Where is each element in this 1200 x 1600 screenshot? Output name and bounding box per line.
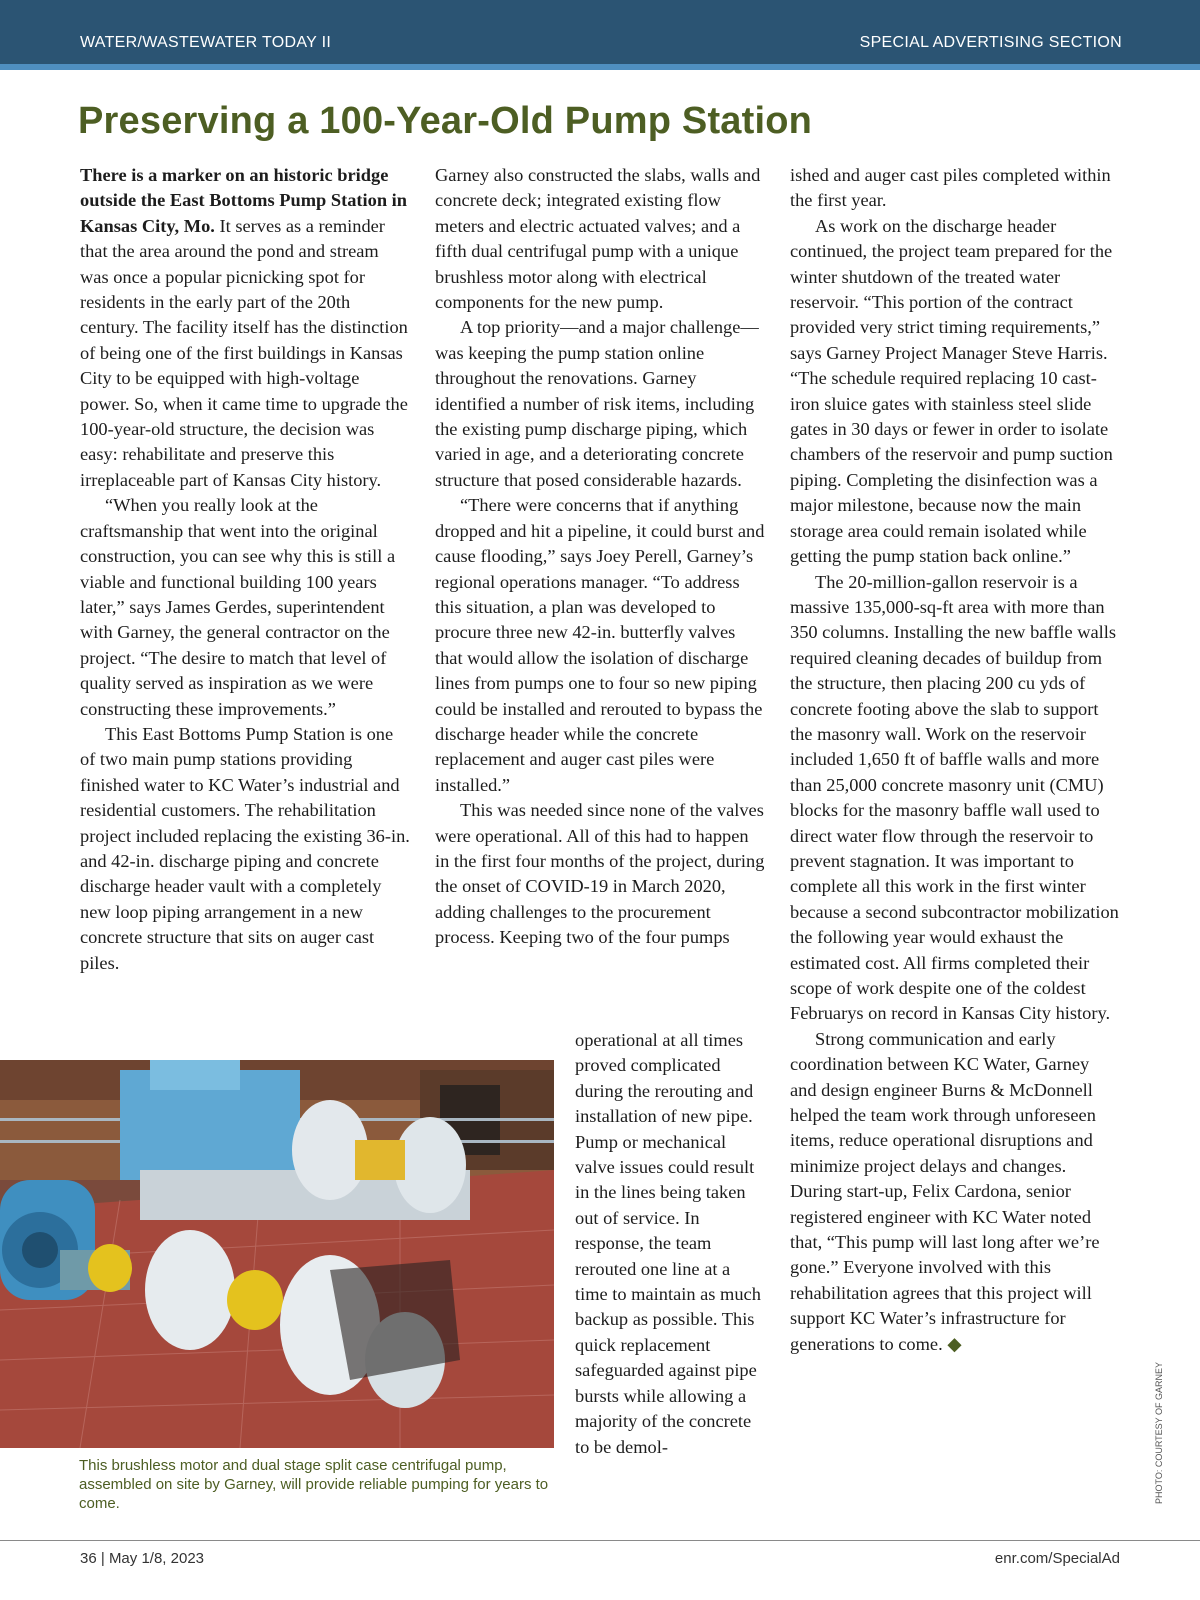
paragraph-5: A top priority—and a major challenge—was keeping the pump station online throughout the renovations. Garney identified a number of risk items, including the existing pump discharge piping, which varied in age, and a deteriorating concrete structure that posed considerable hazards. (435, 317, 759, 490)
issue-date: May 1/8, 2023 (108, 1550, 204, 1567)
header-band (0, 0, 1200, 64)
column-2-continuation (575, 1028, 765, 1460)
end-mark-icon: ◆ (947, 1333, 962, 1354)
footer-rule (0, 1540, 1200, 1541)
paragraph-7a: This was needed since none of the valves were operational. All of this had to happen in the first four months of the project, during the onset of COVID-19 in March 2020, adding challenges to the procurement process. Keeping two of the four pumps (435, 800, 765, 948)
advertising-label: SPECIAL ADVERTISING SECTION (859, 34, 1122, 51)
pump-room-illustration (0, 1060, 554, 1448)
article-title: Preserving a 100-Year-Old Pump Station (78, 100, 813, 142)
column-1 (80, 163, 410, 976)
photo-credit: PHOTO: COURTESY OF GARNEY (1154, 1361, 1164, 1504)
paragraph-8: As work on the discharge header continued, the project team prepared for the winter shutdown of the treated water reservoir. “This portion of the contract provided very strict timing requirements,” says Garney Project Manager Steve Harris. “The schedule required replacing 10 cast-iron sluice gates with stainless steel slide gates in 30 days or fewer in order to isolate chambers of the reservoir and pump suction piping. Completing the disinfection was a major milestone, because now the main storage area could remain isolated while getting the pump station back online.” (790, 215, 1113, 567)
paragraph-4: Garney also constructed the slabs, walls and concrete deck; integrated existing flow meters and electric actuated valves; and a fifth dual centrifugal pump with a unique brushless motor along with electrical components for the new pump. (435, 165, 761, 313)
lead-in: There is a marker on an historic bridge outside the East Bottoms Pump Station in Kansas City, Mo. (80, 165, 407, 236)
paragraph-1: There is a marker on an historic bridge outside the East Bottoms Pump Station in Kansas City, Mo. It serves as a reminder that the area around the pond and stream was once a popular picnicking spot for residents in the early part of the 20th century. The facility itself has the distinction of being one of the first buildings in Kansas City to be equipped with high-voltage power. So, when it came time to upgrade the 100-year-old structure, the decision was easy: rehabilitate and preserve this irreplaceable part of Kansas City history. (80, 165, 408, 490)
paragraph-2: “When you really look at the craftsmanship that went into the original construction, you can see why this is still a viable and functional building 100 years later,” says James Gerdes, superintendent with Garney, the general contractor on the project. “The desire to match that level of quality served as inspiration as we were constructing these improvements.” (80, 495, 396, 719)
header-stripe (0, 64, 1200, 70)
section-label: WATER/WASTEWATER TODAY II (80, 34, 332, 51)
paragraph-7b: operational at all times proved complicated during the rerouting and installation of new pipe. Pump or mechanical valve issues could result in the lines being taken out of service. In response, the team rerouted one line at a time to maintain as much backup as possible. This quick replacement safeguarded against pipe bursts while allowing a majority of the concrete to be demol- (575, 1030, 761, 1457)
column-3 (790, 163, 1120, 1357)
paragraph-3: This East Bottoms Pump Station is one of two main pump stations providing finished water to KC Water’s industrial and residential customers. The rehabilitation project included replacing the existing 36-in. and 42-in. discharge piping and concrete discharge header vault with a completely new loop piping arrangement in a new concrete structure that sits on auger cast piles. (80, 723, 410, 973)
footer-url: enr.com/SpecialAd (994, 1550, 1120, 1567)
paragraph-9: The 20-million-gallon reservoir is a massive 135,000-sq-ft area with more than 350 columns. Installing the new baffle walls required cleaning decades of buildup from the structure, then placing 200 cu yds of concrete footing above the slab to support the masonry wall. Work on the reservoir included 1,650 ft of baffle walls and more than 25,000 concrete masonry unit (CMU) blocks for the masonry baffle wall used to direct water flow through the reservoir to prevent stagnation. It was important to complete all this work in the first winter because a second subcontractor mobilization the following year would exhaust the estimated cost. All firms completed their scope of work despite one of the coldest Februarys on record in Kansas City history. (790, 571, 1119, 1024)
folio-separator: | (100, 1550, 105, 1567)
pump-photo (0, 1060, 554, 1448)
paragraph-6: “There were concerns that if anything dropped and hit a pipeline, it could burst and cause flooding,” says Joey Perell, Garney’s regional operations manager. “To address this situation, a plan was developed to procure three new 42-in. butterfly valves that would allow the isolation of discharge lines from pumps one to four so new piping could be installed and rerouted to bypass the discharge header while the concrete replacement and auger cast piles were installed.” (435, 495, 765, 795)
paragraph-10: Strong communication and early coordination between KC Water, Garney and design engineer Burns & McDonnell helped the team work through unforeseen items, reduce operational disruptions and minimize project delays and changes. During start-up, Felix Cardona, senior registered engineer with KC Water noted that, “This pump will last long after we’re gone.” Everyone involved with this rehabilitation agrees that this project will support KC Water’s infrastructure for generations to come. ◆ (790, 1028, 1100, 1354)
column-2 (435, 163, 765, 951)
photo-caption: This brushless motor and dual stage split case centrifugal pump, assembled on site by Garney, will provide reliable pumping for years to come. (79, 1457, 549, 1512)
paragraph-7c: ished and auger cast piles completed within the first year. (790, 165, 1111, 211)
page-number: 36 (80, 1550, 97, 1567)
footer-folio (80, 1550, 204, 1567)
